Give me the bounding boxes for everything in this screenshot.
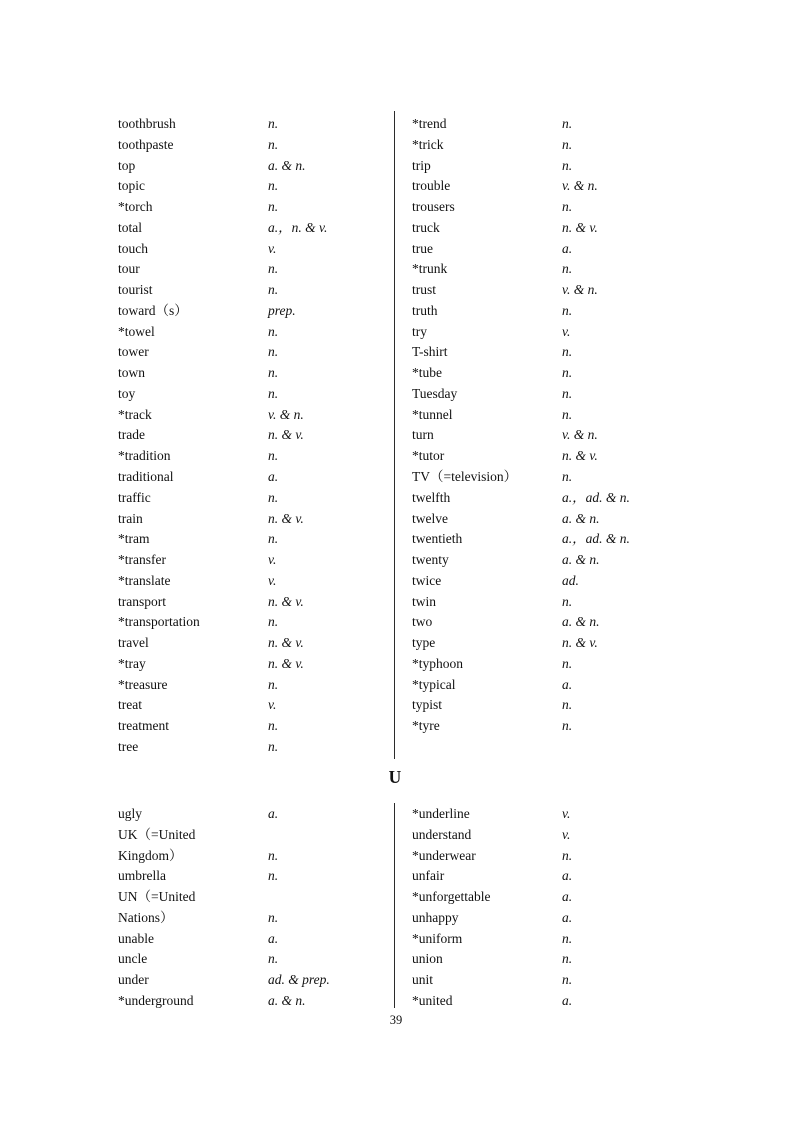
word-text: trip: [412, 157, 431, 173]
word-row: [118, 716, 392, 737]
word-row: [118, 612, 392, 633]
word-text: trousers: [412, 199, 455, 215]
word-row: [118, 405, 392, 426]
pos-text: n.: [268, 868, 279, 884]
word-row: [118, 509, 392, 530]
pos-text: n.: [268, 344, 279, 360]
word-text: Tuesday: [412, 385, 458, 401]
word-text: twice: [412, 572, 442, 588]
word-row: [412, 467, 686, 488]
pos-text: n.: [562, 157, 573, 173]
column-divider-rule: [394, 111, 395, 759]
t-left-column: [118, 114, 392, 758]
pos-text: a.: [268, 930, 279, 946]
word-text: *underwear: [412, 847, 476, 863]
pos-text: v. & n.: [268, 406, 304, 422]
word-row: [118, 156, 392, 177]
word-row: [118, 467, 392, 488]
word-text: *trend: [412, 116, 447, 131]
pos-text: n.: [562, 951, 573, 967]
word-text: *tutor: [412, 448, 445, 464]
word-text: typist: [412, 697, 443, 713]
pos-text: n.: [562, 365, 573, 381]
pos-text: a.: [562, 992, 573, 1008]
word-row: [412, 550, 686, 571]
pos-text: n.: [562, 344, 573, 360]
pos-text: n.: [562, 261, 573, 277]
word-row: [118, 804, 392, 825]
word-row: [118, 259, 392, 280]
pos-text: v.: [562, 826, 571, 842]
word-text: try: [412, 323, 427, 339]
word-row: [118, 218, 392, 239]
word-row: [412, 280, 686, 301]
word-row: [412, 592, 686, 613]
word-row: [412, 571, 686, 592]
word-row: [412, 322, 686, 343]
word-text: uncle: [118, 951, 148, 967]
word-text: UN（=United: [118, 889, 196, 905]
word-row: [118, 825, 392, 846]
word-text: toward（s）: [118, 302, 188, 318]
word-text: *tradition: [118, 448, 171, 464]
word-row: [412, 218, 686, 239]
pos-text: n.: [562, 972, 573, 988]
word-row: [412, 887, 686, 908]
pos-text: n.: [268, 323, 279, 339]
pos-text: n.: [268, 448, 279, 464]
word-text: touch: [118, 240, 148, 256]
word-text: *transfer: [118, 552, 166, 568]
word-text: unfair: [412, 868, 445, 884]
word-text: *torch: [118, 199, 153, 215]
word-text: train: [118, 510, 143, 526]
word-text: twenty: [412, 552, 449, 568]
word-text: *transportation: [118, 614, 200, 630]
word-row: [118, 970, 392, 991]
pos-text: n.: [562, 469, 573, 485]
pos-text: n.: [268, 738, 279, 754]
pos-text: v. & n.: [562, 427, 598, 443]
word-row: [412, 135, 686, 156]
pos-text: n. & v.: [268, 427, 304, 443]
pos-text: v.: [268, 552, 277, 568]
pos-text: ad.: [562, 572, 579, 588]
pos-text: n.: [562, 847, 573, 863]
word-text: unit: [412, 972, 434, 988]
word-row: [118, 571, 392, 592]
word-text: twelfth: [412, 489, 451, 505]
pos-text: n. & v.: [268, 510, 304, 526]
word-text: *tyre: [412, 718, 440, 734]
word-text: toy: [118, 385, 136, 401]
word-text: truck: [412, 219, 440, 235]
word-text: *tram: [118, 531, 150, 547]
word-row: [412, 425, 686, 446]
pos-text: a. & n.: [562, 614, 600, 630]
word-row: [412, 529, 686, 550]
pos-text: a.: [562, 889, 573, 905]
word-row: [118, 846, 392, 867]
word-text: trouble: [412, 178, 451, 194]
word-text: T-shirt: [412, 344, 448, 360]
word-text: *uniform: [412, 930, 463, 946]
pos-text: n.: [268, 385, 279, 401]
word-text: *treasure: [118, 676, 168, 692]
word-text: transport: [118, 593, 166, 609]
pos-text: n. & v.: [562, 448, 598, 464]
word-text: two: [412, 614, 433, 630]
pos-text: n.: [268, 614, 279, 630]
word-text: *tube: [412, 365, 442, 381]
word-row: [412, 908, 686, 929]
pos-text: n.: [268, 847, 279, 863]
pos-text: n. & v.: [268, 593, 304, 609]
pos-text: a.: [562, 909, 573, 925]
word-text: treatment: [118, 718, 169, 734]
word-row: [118, 301, 392, 322]
pos-text: a.: [268, 806, 279, 821]
word-text: *typhoon: [412, 655, 464, 671]
word-text: *trick: [412, 136, 444, 152]
word-row: [118, 695, 392, 716]
pos-text: n.: [268, 136, 279, 152]
pos-text: a.: [562, 676, 573, 692]
word-row: [412, 825, 686, 846]
word-text: topic: [118, 178, 145, 194]
word-text: under: [118, 972, 149, 988]
pos-text: n.: [562, 697, 573, 713]
word-row: [412, 239, 686, 260]
word-text: twelve: [412, 510, 448, 526]
word-row: [118, 550, 392, 571]
word-row: [118, 991, 392, 1012]
word-row: [118, 866, 392, 887]
word-row: [412, 991, 686, 1012]
section-u-heading: U: [388, 767, 402, 787]
word-row: [412, 176, 686, 197]
pos-text: a.，n. & v.: [268, 219, 328, 235]
pos-text: a.，ad. & n.: [562, 531, 630, 547]
word-text: *underground: [118, 992, 194, 1008]
word-row: [412, 654, 686, 675]
pos-text: n.: [562, 302, 573, 318]
word-text: ugly: [118, 806, 143, 821]
word-row: [412, 866, 686, 887]
pos-text: n. & v.: [268, 635, 304, 651]
word-row: [412, 716, 686, 737]
pos-text: a.: [562, 868, 573, 884]
pos-text: n.: [268, 282, 279, 298]
pos-text: n.: [268, 178, 279, 194]
word-row: [118, 239, 392, 260]
word-row: [412, 342, 686, 363]
word-text: truth: [412, 302, 438, 318]
word-row: [412, 259, 686, 280]
word-row: [118, 929, 392, 950]
pos-text: n.: [562, 718, 573, 734]
word-text: true: [412, 240, 433, 256]
pos-text: v. & n.: [562, 178, 598, 194]
word-text: trust: [412, 282, 437, 298]
pos-text: v.: [268, 240, 277, 256]
word-text: *tunnel: [412, 406, 453, 422]
u-right-column: [412, 804, 686, 1012]
word-text: *track: [118, 406, 152, 422]
word-row: [412, 949, 686, 970]
word-text: treat: [118, 697, 142, 713]
word-row: [118, 322, 392, 343]
pos-text: ad. & prep.: [268, 972, 330, 988]
pos-text: n.: [562, 406, 573, 422]
word-text: top: [118, 157, 136, 173]
pos-text: n.: [268, 116, 279, 131]
pos-text: n.: [268, 365, 279, 381]
word-text: *unforgettable: [412, 889, 491, 905]
word-text: union: [412, 951, 443, 967]
pos-text: n.: [562, 930, 573, 946]
word-row: [118, 675, 392, 696]
pos-text: a.，ad. & n.: [562, 489, 630, 505]
word-text: unhappy: [412, 909, 459, 925]
word-row: [118, 114, 392, 135]
word-row: [412, 156, 686, 177]
pos-text: n.: [268, 531, 279, 547]
word-text: Kingdom）: [118, 847, 183, 863]
pos-text: n. & v.: [562, 635, 598, 651]
word-row: [412, 405, 686, 426]
u-left-column: [118, 804, 392, 1012]
word-text: traditional: [118, 469, 174, 485]
pos-text: a. & n.: [562, 552, 600, 568]
word-text: *underline: [412, 806, 470, 821]
word-row: [412, 804, 686, 825]
word-row: [118, 425, 392, 446]
word-row: [118, 446, 392, 467]
word-text: traffic: [118, 489, 151, 505]
word-row: [412, 675, 686, 696]
word-row: [118, 737, 392, 758]
word-text: tour: [118, 261, 140, 277]
word-text: *towel: [118, 323, 155, 339]
word-row: [412, 197, 686, 218]
word-text: tree: [118, 738, 139, 754]
pos-text: v.: [562, 323, 571, 339]
word-row: [118, 488, 392, 509]
word-text: UK（=United: [118, 826, 196, 842]
word-text: total: [118, 219, 142, 235]
word-text: tower: [118, 344, 149, 360]
word-text: *united: [412, 992, 453, 1008]
pos-text: a. & n.: [268, 157, 306, 173]
word-row: [118, 342, 392, 363]
word-row: [412, 846, 686, 867]
pos-text: n.: [268, 676, 279, 692]
section-u-words: [0, 804, 794, 1012]
word-text: trade: [118, 427, 145, 443]
word-text: TV（=television）: [412, 469, 518, 485]
word-text: toothpaste: [118, 136, 174, 152]
word-text: turn: [412, 427, 434, 443]
word-text: *translate: [118, 572, 171, 588]
pos-text: n.: [562, 116, 573, 131]
word-text: unable: [118, 930, 154, 946]
word-row: [118, 908, 392, 929]
pos-text: a.: [562, 240, 573, 256]
word-row: [412, 695, 686, 716]
column-divider-rule: [394, 803, 395, 1008]
word-row: [412, 446, 686, 467]
word-text: Nations）: [118, 909, 174, 925]
pos-text: n.: [268, 909, 279, 925]
pos-text: a. & n.: [562, 510, 600, 526]
word-row: [412, 114, 686, 135]
word-row: [118, 949, 392, 970]
word-row: [412, 363, 686, 384]
word-text: twin: [412, 593, 437, 609]
word-row: [412, 301, 686, 322]
pos-text: n. & v.: [268, 655, 304, 671]
word-row: [118, 176, 392, 197]
word-row: [118, 135, 392, 156]
section-t-words: [0, 114, 794, 760]
word-row: [118, 654, 392, 675]
word-text: type: [412, 635, 436, 651]
word-text: *tray: [118, 655, 146, 671]
pos-text: n.: [268, 199, 279, 215]
word-text: travel: [118, 635, 149, 651]
pos-text: v.: [562, 806, 571, 821]
word-text: *typical: [412, 676, 456, 692]
pos-text: n.: [562, 199, 573, 215]
word-text: twentieth: [412, 531, 463, 547]
pos-text: v. & n.: [562, 282, 598, 298]
word-row: [118, 197, 392, 218]
word-text: *trunk: [412, 261, 448, 277]
word-text: umbrella: [118, 868, 166, 884]
pos-text: n.: [268, 489, 279, 505]
word-row: [118, 363, 392, 384]
pos-text: n.: [562, 385, 573, 401]
pos-text: prep.: [268, 302, 296, 318]
word-text: toothbrush: [118, 116, 176, 131]
word-row: [412, 929, 686, 950]
pos-text: n.: [562, 593, 573, 609]
word-text: tourist: [118, 282, 153, 298]
word-text: town: [118, 365, 145, 381]
pos-text: n.: [268, 718, 279, 734]
word-text: understand: [412, 826, 472, 842]
word-row: [412, 509, 686, 530]
word-row: [412, 633, 686, 654]
pos-text: a.: [268, 469, 279, 485]
word-row: [118, 384, 392, 405]
pos-text: n.: [562, 136, 573, 152]
t-right-column: [412, 114, 686, 737]
pos-text: v.: [268, 697, 277, 713]
pos-text: a. & n.: [268, 992, 306, 1008]
word-row: [118, 529, 392, 550]
pos-text: n.: [562, 655, 573, 671]
word-row: [118, 592, 392, 613]
word-row: [118, 887, 392, 908]
pos-text: v.: [268, 572, 277, 588]
pos-text: n.: [268, 261, 279, 277]
word-row: [412, 612, 686, 633]
word-row: [118, 633, 392, 654]
pos-text: n. & v.: [562, 219, 598, 235]
word-row: [412, 488, 686, 509]
word-row: [118, 280, 392, 301]
pos-text: n.: [268, 951, 279, 967]
word-row: [412, 384, 686, 405]
word-row: [412, 970, 686, 991]
page-number: 39: [389, 1013, 403, 1027]
